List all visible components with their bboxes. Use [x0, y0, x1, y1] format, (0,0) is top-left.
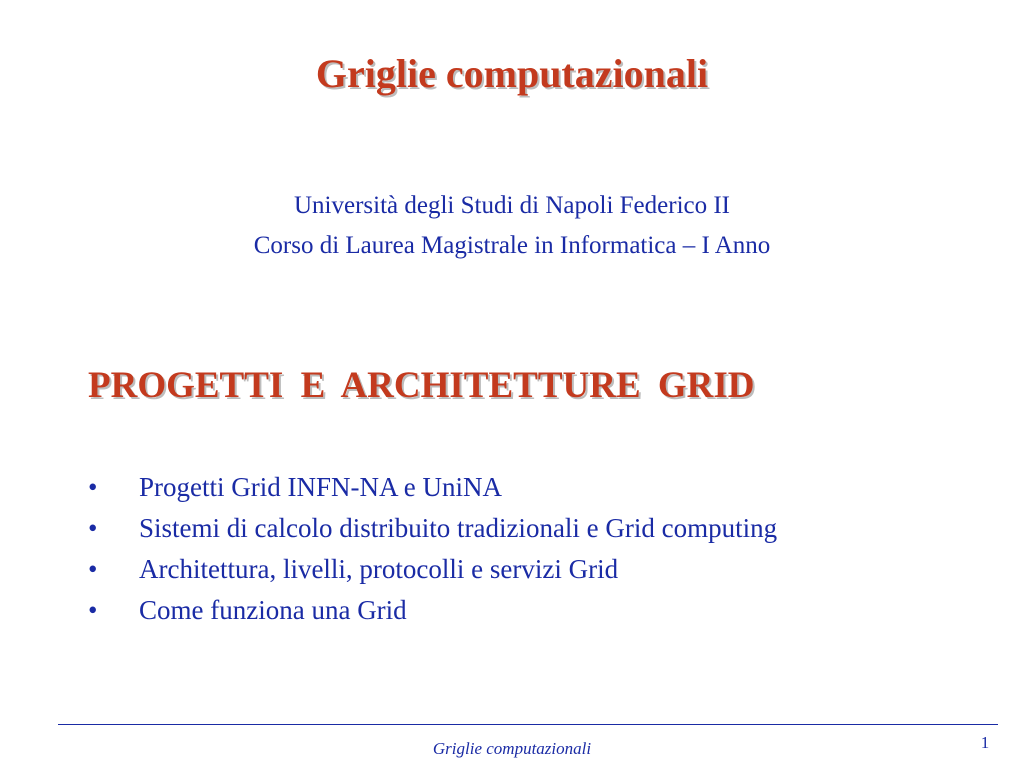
subtitle-course: Corso di Laurea Magistrale in Informatica – I Anno — [253, 232, 771, 259]
list-item — [88, 467, 777, 508]
list-item — [88, 508, 777, 549]
slide-title: Griglie computazionali — [315, 51, 709, 96]
bullet-list — [88, 467, 777, 631]
footer-title: Griglie computazionali — [432, 739, 592, 758]
bullet-icon: • — [88, 595, 98, 625]
footer-divider — [58, 724, 998, 725]
bullet-text: Sistemi di calcolo distribuito tradizionali e Grid computing — [139, 513, 778, 543]
list-item — [88, 549, 777, 590]
bullet-icon: • — [88, 472, 98, 502]
bullet-icon: • — [88, 554, 98, 584]
bullet-text: Architettura, livelli, protocolli e servizi Grid — [139, 554, 619, 584]
bullet-text: Progetti Grid INFN-NA e UniNA — [139, 472, 502, 502]
bullet-icon: • — [88, 513, 98, 543]
page-number: 1 — [980, 733, 990, 752]
subtitle-university: Università degli Studi di Napoli Federico II — [293, 192, 731, 219]
bullet-text: Come funziona una Grid — [139, 595, 407, 625]
list-item — [88, 590, 777, 631]
subtitle-block — [0, 186, 1024, 266]
section-title: PROGETTI E ARCHITETTURE GRID — [88, 365, 755, 406]
